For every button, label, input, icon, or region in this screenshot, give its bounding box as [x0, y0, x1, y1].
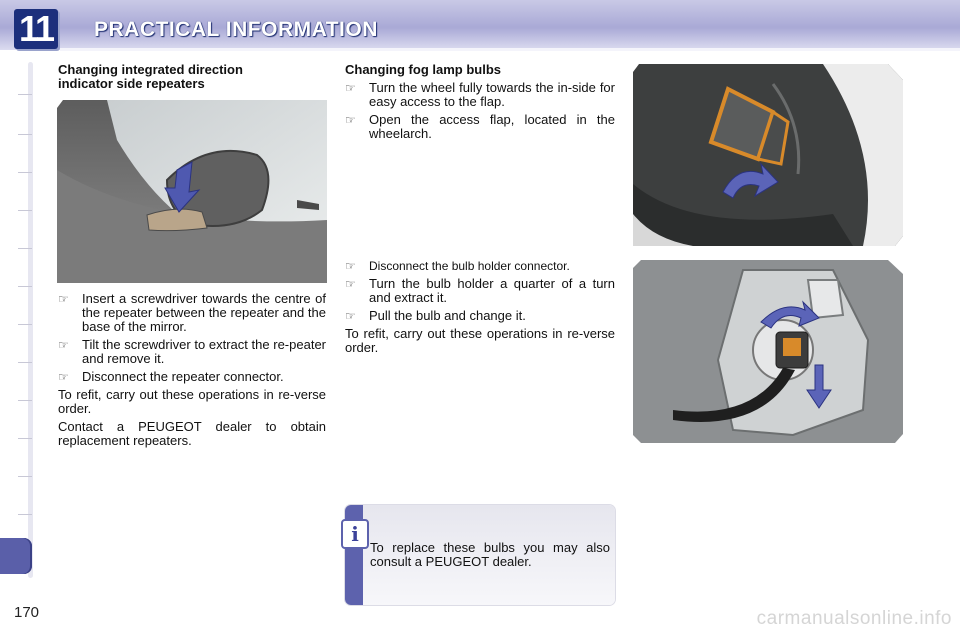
step-bullet-icon: ☞	[345, 113, 356, 127]
paragraph-contact-dealer: Contact a PEUGEOT dealer to obtain replacement repeaters.	[58, 419, 326, 448]
step-text: Pull the bulb and change it.	[369, 308, 526, 323]
rail-tick	[18, 248, 32, 249]
rail-tick	[18, 94, 32, 95]
watermark: carmanualsonline.info	[756, 608, 952, 629]
rail-tick	[18, 438, 32, 439]
step-text: Disconnect the bulb holder connector.	[369, 259, 570, 273]
chapter-number: 11	[18, 8, 54, 49]
figure-wheelarch-flap	[633, 64, 903, 246]
step-text: Disconnect the repeater connector.	[82, 369, 284, 384]
step-text: Turn the bulb holder a quarter of a turn and extract it.	[369, 276, 615, 305]
step-item	[58, 292, 326, 334]
step-bullet-icon: ☞	[345, 81, 356, 95]
page-number: 170	[14, 604, 40, 621]
middle-top	[345, 63, 615, 145]
rail-tick	[18, 134, 32, 135]
section-heading-fog-lamps: Changing fog lamp bulbs	[345, 62, 501, 77]
rail-tick	[18, 172, 32, 173]
rail-tick	[18, 210, 32, 211]
step-text: Tilt the screwdriver to extract the re-peater and remove it.	[82, 337, 326, 366]
rail-tick	[18, 514, 32, 515]
step-item	[345, 259, 615, 273]
step-bullet-icon: ☞	[58, 338, 69, 352]
step-item	[58, 370, 326, 384]
rail-tick	[18, 286, 32, 287]
figure-bulb-holder	[633, 260, 903, 443]
rail-tick	[18, 362, 32, 363]
rail-tick	[18, 324, 32, 325]
info-box	[345, 505, 615, 605]
step-text: Turn the wheel fully towards the in-side for easy access to the flap.	[369, 80, 615, 109]
info-text: To replace these bulbs you may also consult a PEUGEOT dealer.	[370, 540, 610, 569]
paragraph-refit: To refit, carry out these operations in re-verse order.	[58, 387, 326, 416]
bulb-holder-illustration	[633, 260, 903, 443]
header-rule	[60, 48, 960, 51]
chapter-tab-active[interactable]	[0, 538, 32, 574]
left-heading-block	[58, 63, 270, 95]
mirror-illustration	[57, 100, 327, 283]
wheelarch-illustration	[633, 64, 903, 246]
section-heading-side-repeaters: Changing integrated direction indicator side repeaters	[58, 62, 243, 91]
step-bullet-icon: ☞	[345, 259, 356, 273]
step-bullet-icon: ☞	[345, 309, 356, 323]
step-item	[345, 113, 615, 141]
figure-door-mirror	[57, 100, 327, 283]
chapter-rail	[0, 62, 36, 578]
rail-tick	[18, 400, 32, 401]
paragraph-refit: To refit, carry out these operations in re-verse order.	[345, 326, 615, 355]
rail-line	[28, 62, 33, 578]
step-text: Insert a screwdriver towards the centre of the repeater between the repeater and the base of the mirror.	[82, 291, 326, 334]
step-bullet-icon: ☞	[58, 292, 69, 306]
page-title: PRACTICAL INFORMATION	[94, 18, 378, 41]
step-item	[58, 338, 326, 366]
step-item	[345, 81, 615, 109]
step-item	[345, 277, 615, 305]
step-item	[345, 309, 615, 323]
step-text: Open the access flap, located in the wheelarch.	[369, 112, 615, 141]
step-bullet-icon: ☞	[58, 370, 69, 384]
left-steps	[58, 292, 326, 452]
info-icon: i	[341, 519, 369, 549]
rail-tick	[18, 476, 32, 477]
middle-bottom	[345, 259, 615, 359]
step-bullet-icon: ☞	[345, 277, 356, 291]
